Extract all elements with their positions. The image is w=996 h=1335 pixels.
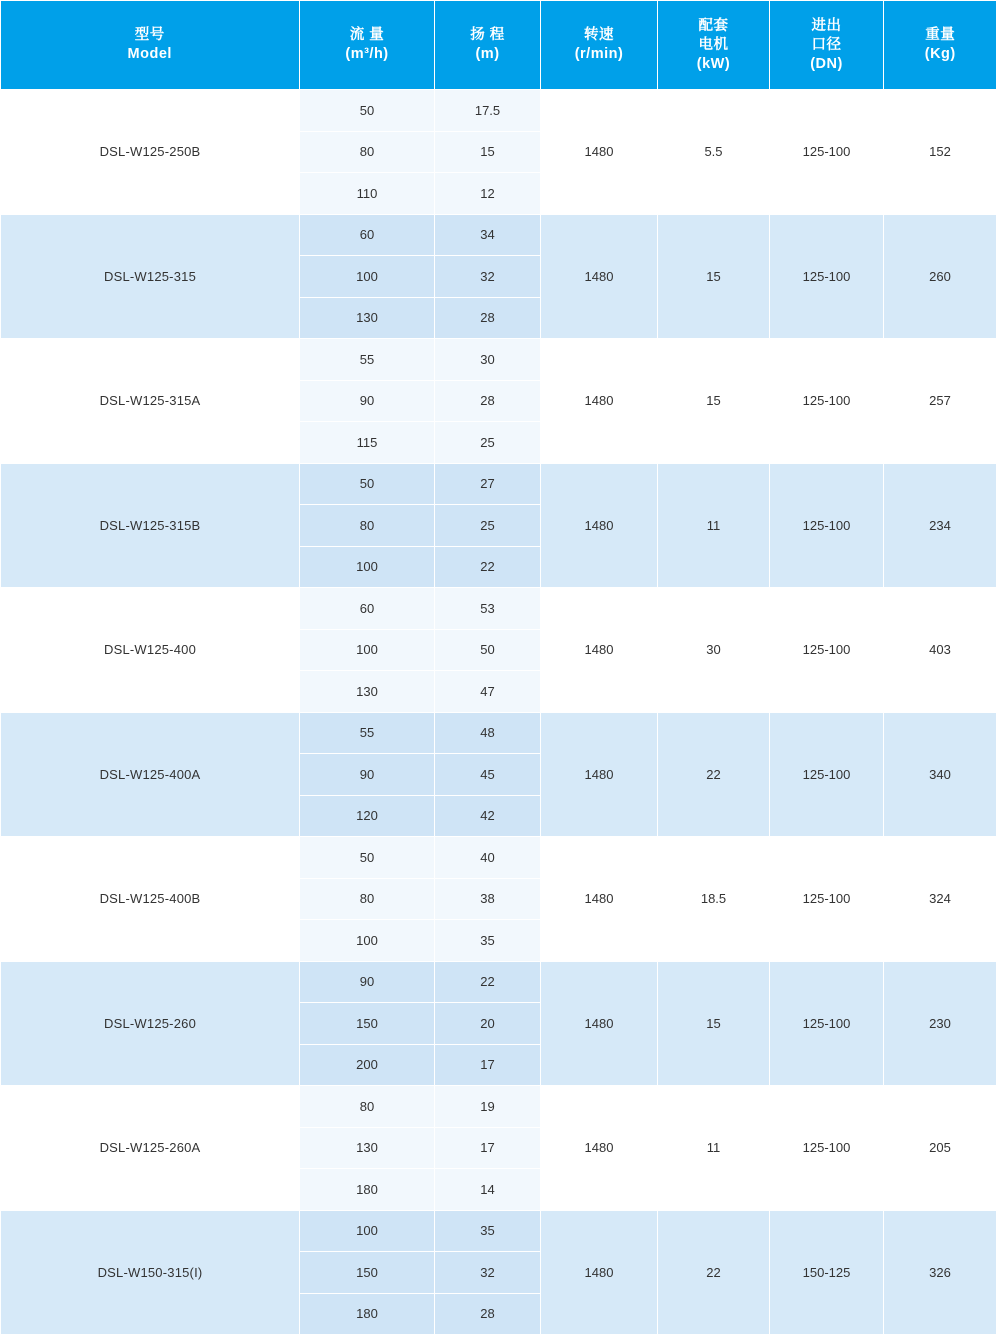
- cell-speed: 1480: [541, 961, 658, 1086]
- cell-head: 53: [435, 588, 541, 630]
- cell-head: 27: [435, 463, 541, 505]
- column-header-dn-line3: (DN): [770, 55, 883, 74]
- column-header-head-line2: (m): [435, 45, 540, 64]
- cell-head: 40: [435, 837, 541, 879]
- cell-head: 17.5: [435, 90, 541, 132]
- table-row: [1, 214, 996, 256]
- table-body: [1, 90, 996, 1335]
- table-row: [1, 837, 996, 879]
- cell-dn: 125-100: [770, 90, 884, 215]
- cell-speed: 1480: [541, 712, 658, 837]
- cell-head: 50: [435, 629, 541, 671]
- cell-head: 25: [435, 505, 541, 547]
- cell-model: DSL-W125-400: [1, 588, 300, 713]
- column-header-motor: [658, 1, 770, 90]
- cell-motor: 11: [658, 1086, 770, 1211]
- cell-head: 28: [435, 297, 541, 339]
- table-row: [1, 90, 996, 132]
- column-header-weight-line1: 重量: [884, 26, 996, 45]
- cell-flow: 200: [300, 1044, 435, 1086]
- cell-dn: 125-100: [770, 961, 884, 1086]
- table-row: [1, 1086, 996, 1128]
- cell-model: DSL-W125-260A: [1, 1086, 300, 1211]
- cell-flow: 80: [300, 505, 435, 547]
- cell-head: 20: [435, 1003, 541, 1045]
- cell-flow: 180: [300, 1293, 435, 1335]
- cell-flow: 55: [300, 339, 435, 381]
- table-row: [1, 712, 996, 754]
- cell-head: 19: [435, 1086, 541, 1128]
- cell-flow: 115: [300, 422, 435, 464]
- cell-flow: 150: [300, 1252, 435, 1294]
- cell-model: DSL-W125-250B: [1, 90, 300, 215]
- cell-head: 12: [435, 173, 541, 215]
- cell-model: DSL-W125-315: [1, 214, 300, 339]
- column-header-dn-line1: 进出: [770, 17, 883, 36]
- cell-model: DSL-W150-315(I): [1, 1210, 300, 1335]
- table-row: [1, 961, 996, 1003]
- cell-flow: 120: [300, 795, 435, 837]
- cell-motor: 11: [658, 463, 770, 588]
- cell-motor: 15: [658, 339, 770, 464]
- table-header: [1, 1, 996, 90]
- cell-head: 42: [435, 795, 541, 837]
- cell-head: 17: [435, 1127, 541, 1169]
- column-header-speed-line1: 转速: [541, 26, 657, 45]
- cell-head: 34: [435, 214, 541, 256]
- table-row: [1, 339, 996, 381]
- cell-head: 22: [435, 961, 541, 1003]
- cell-head: 45: [435, 754, 541, 796]
- cell-head: 32: [435, 1252, 541, 1294]
- cell-head: 15: [435, 131, 541, 173]
- cell-flow: 100: [300, 629, 435, 671]
- cell-head: 28: [435, 380, 541, 422]
- cell-weight: 257: [884, 339, 996, 464]
- column-header-speed-line2: (r/min): [541, 45, 657, 64]
- cell-dn: 125-100: [770, 463, 884, 588]
- cell-flow: 100: [300, 1210, 435, 1252]
- column-header-model: [1, 1, 300, 90]
- cell-speed: 1480: [541, 1210, 658, 1335]
- column-header-motor-line1: 配套: [658, 17, 769, 36]
- column-header-flow: [300, 1, 435, 90]
- column-header-flow-line1: 流 量: [300, 26, 434, 45]
- column-header-model-line2: Model: [1, 45, 300, 64]
- cell-flow: 80: [300, 131, 435, 173]
- cell-dn: 150-125: [770, 1210, 884, 1335]
- column-header-head-line1: 扬 程: [435, 26, 540, 45]
- cell-motor: 15: [658, 214, 770, 339]
- cell-weight: 205: [884, 1086, 996, 1211]
- cell-head: 14: [435, 1169, 541, 1211]
- cell-speed: 1480: [541, 463, 658, 588]
- cell-motor: 22: [658, 712, 770, 837]
- cell-dn: 125-100: [770, 214, 884, 339]
- table-row: [1, 1210, 996, 1252]
- column-header-weight-line2: (Kg): [884, 45, 996, 64]
- cell-dn: 125-100: [770, 837, 884, 962]
- cell-head: 30: [435, 339, 541, 381]
- column-header-dn: [770, 1, 884, 90]
- cell-flow: 100: [300, 546, 435, 588]
- table-row: [1, 588, 996, 630]
- cell-weight: 152: [884, 90, 996, 215]
- cell-flow: 130: [300, 297, 435, 339]
- cell-weight: 403: [884, 588, 996, 713]
- cell-motor: 15: [658, 961, 770, 1086]
- cell-weight: 234: [884, 463, 996, 588]
- cell-flow: 100: [300, 256, 435, 298]
- cell-flow: 110: [300, 173, 435, 215]
- cell-head: 35: [435, 1210, 541, 1252]
- cell-dn: 125-100: [770, 339, 884, 464]
- cell-motor: 30: [658, 588, 770, 713]
- column-header-dn-line2: 口径: [770, 36, 883, 55]
- cell-head: 22: [435, 546, 541, 588]
- cell-model: DSL-W125-315B: [1, 463, 300, 588]
- cell-flow: 55: [300, 712, 435, 754]
- column-header-motor-line3: (kW): [658, 55, 769, 74]
- cell-flow: 50: [300, 90, 435, 132]
- cell-flow: 130: [300, 671, 435, 713]
- cell-head: 32: [435, 256, 541, 298]
- column-header-head: [435, 1, 541, 90]
- cell-weight: 340: [884, 712, 996, 837]
- cell-model: DSL-W125-315A: [1, 339, 300, 464]
- cell-speed: 1480: [541, 214, 658, 339]
- cell-motor: 22: [658, 1210, 770, 1335]
- cell-weight: 324: [884, 837, 996, 962]
- cell-flow: 180: [300, 1169, 435, 1211]
- cell-head: 17: [435, 1044, 541, 1086]
- column-header-model-line1: 型号: [1, 26, 300, 45]
- column-header-motor-line2: 电机: [658, 36, 769, 55]
- cell-head: 25: [435, 422, 541, 464]
- cell-model: DSL-W125-400A: [1, 712, 300, 837]
- column-header-speed: [541, 1, 658, 90]
- cell-motor: 5.5: [658, 90, 770, 215]
- cell-dn: 125-100: [770, 1086, 884, 1211]
- cell-flow: 60: [300, 214, 435, 256]
- table-header-row: [1, 1, 996, 90]
- cell-head: 47: [435, 671, 541, 713]
- cell-dn: 125-100: [770, 712, 884, 837]
- cell-flow: 50: [300, 837, 435, 879]
- column-header-weight: [884, 1, 996, 90]
- cell-speed: 1480: [541, 339, 658, 464]
- cell-weight: 326: [884, 1210, 996, 1335]
- cell-flow: 90: [300, 961, 435, 1003]
- cell-flow: 80: [300, 878, 435, 920]
- cell-flow: 130: [300, 1127, 435, 1169]
- cell-dn: 125-100: [770, 588, 884, 713]
- column-header-flow-line2: (m³/h): [300, 45, 434, 64]
- table-row: [1, 463, 996, 505]
- cell-model: DSL-W125-260: [1, 961, 300, 1086]
- cell-head: 48: [435, 712, 541, 754]
- cell-flow: 150: [300, 1003, 435, 1045]
- cell-head: 38: [435, 878, 541, 920]
- cell-flow: 50: [300, 463, 435, 505]
- cell-flow: 90: [300, 754, 435, 796]
- cell-flow: 90: [300, 380, 435, 422]
- cell-head: 35: [435, 920, 541, 962]
- cell-speed: 1480: [541, 837, 658, 962]
- cell-flow: 100: [300, 920, 435, 962]
- cell-flow: 60: [300, 588, 435, 630]
- cell-speed: 1480: [541, 588, 658, 713]
- cell-weight: 230: [884, 961, 996, 1086]
- cell-speed: 1480: [541, 1086, 658, 1211]
- cell-flow: 80: [300, 1086, 435, 1128]
- cell-weight: 260: [884, 214, 996, 339]
- cell-head: 28: [435, 1293, 541, 1335]
- cell-speed: 1480: [541, 90, 658, 215]
- cell-model: DSL-W125-400B: [1, 837, 300, 962]
- cell-motor: 18.5: [658, 837, 770, 962]
